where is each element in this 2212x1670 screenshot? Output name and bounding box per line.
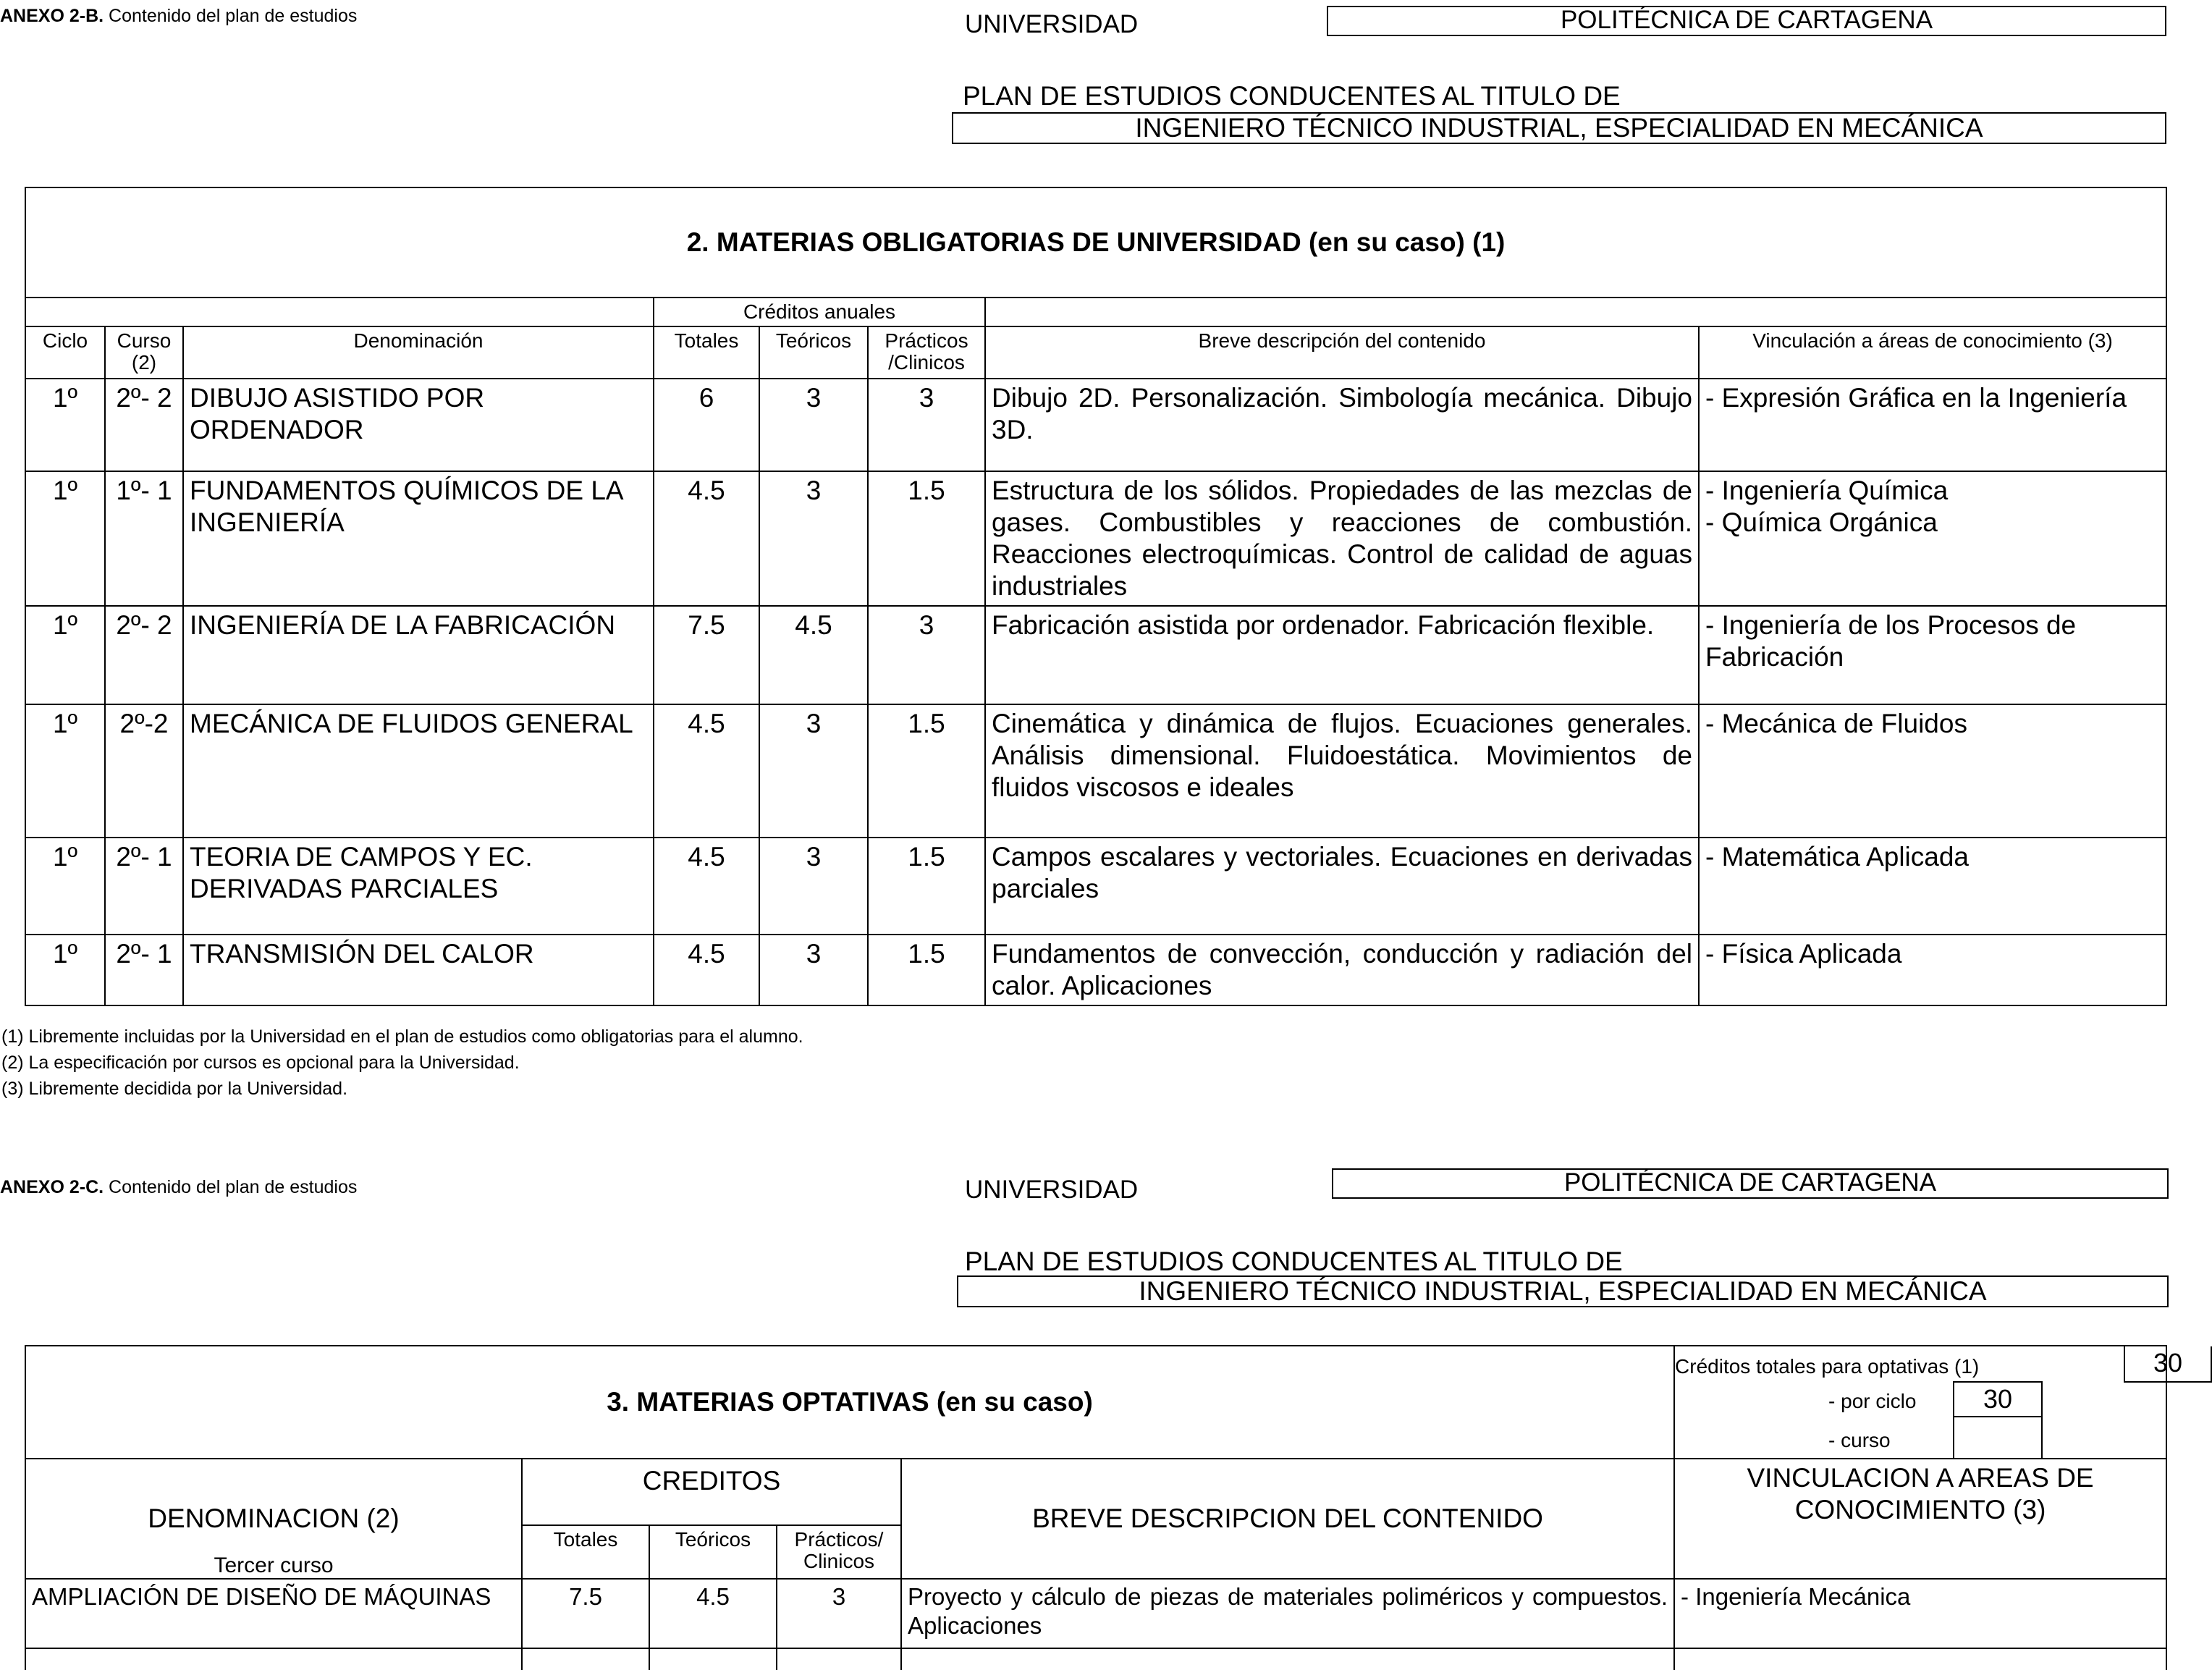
cell-descripcion: Estructura de los sólidos. Propiedades de las mezclas de gases. Combustibles y reacciones de combustión. Reacciones electroquímicas. Control de calidad de aguas industriales [985,471,1699,606]
col-denominacion: Denominación [183,326,654,379]
creditos-totales-label: Créditos totales para optativas (1) [1675,1355,1980,1378]
col-curso: Curso (2) [105,326,183,379]
cell-curso: 2º- 1 [105,935,183,1005]
anexo-heading [0,6,357,27]
cell-practicos: 1.5 [868,704,985,838]
creditos-totales-panel [1674,1346,2183,1459]
plan-label-2: PLAN DE ESTUDIOS CONDUCENTES AL TITULO DE [965,1247,1623,1276]
cell-denominacion: TEORIA DE CAMPOS Y EC. DERIVADAS PARCIALES [183,838,654,935]
col-totales-2: Totales [522,1525,649,1579]
cell-totales: 7.5 [654,606,759,704]
anexo-subtitle: Contenido del plan de estudios [104,6,358,26]
table-title-2: 3. MATERIAS OPTATIVAS (en su caso) [25,1346,1674,1459]
cell-denominacion: AMPLIACIÓN DE DISEÑO DE MÁQUINAS [25,1579,522,1648]
cell-totales: 4.5 [654,704,759,838]
por-ciclo-value: 30 [1953,1381,2043,1417]
cell-curso: 2º-2 [105,704,183,838]
denominacion-label: DENOMINACION (2) [148,1504,400,1533]
cell-totales: 4.5 [654,935,759,1005]
cell-teoricos: 3 [759,935,868,1005]
titulo-box-2: INGENIERO TÉCNICO INDUSTRIAL, ESPECIALIDAD EN MECÁNICA [957,1275,2169,1307]
cell-totales: 7.5 [522,1579,649,1648]
universidad-label: UNIVERSIDAD [965,10,1139,38]
col-teoricos-2: Teóricos [649,1525,777,1579]
table-title: 2. MATERIAS OBLIGATORIAS DE UNIVERSIDAD (en su caso) (1) [25,187,2166,298]
col-descripcion: Breve descripción del contenido [985,326,1699,379]
cell-curso: 2º- 2 [105,379,183,471]
cell-practicos: 1.5 [868,935,985,1005]
cell-ciclo: 1º [25,471,105,606]
tercer-curso-label: Tercer curso [214,1553,334,1577]
cell-curso: 2º- 2 [105,606,183,704]
cell-denominacion: TRANSMISIÓN DEL CALOR [183,935,654,1005]
cell-denominacion: INGENIERÍA DE LA FABRICACIÓN [183,606,654,704]
materias-optativas-table [25,1345,2183,1670]
creditos-header-2: CREDITOS [522,1459,901,1525]
por-ciclo-label: - por ciclo [1828,1390,1917,1412]
cell-vinculacion: - Física Aplicada [1699,935,2166,1005]
anexo-number-2: ANEXO 2-C. [0,1177,104,1197]
cell-descripcion: Proyecto y cálculo de piezas de materiales poliméricos y compuestos. Aplicaciones [901,1579,1674,1648]
cell-ciclo: 1º [25,379,105,471]
cell-denominacion: MECÁNICA DE FLUIDOS GENERAL [183,704,654,838]
cell-denominacion: DIBUJO ASISTIDO POR ORDENADOR [183,379,654,471]
creditos-totales-value: 30 [2124,1346,2212,1383]
cell-teoricos: 3 [759,471,868,606]
anexo-subtitle-2: Contenido del plan de estudios [104,1177,358,1197]
anexo-number: ANEXO 2-B. [0,6,104,26]
col-denominacion-2 [25,1459,522,1579]
cell-totales: 4.5 [654,838,759,935]
col-ciclo: Ciclo [25,326,105,379]
curso-value [1953,1416,2043,1458]
col-vinculacion-2: VINCULACION A AREAS DE CONOCIMIENTO (3) [1674,1459,2166,1579]
universidad-label-2: UNIVERSIDAD [965,1176,1139,1204]
col-descripcion-2: BREVE DESCRIPCION DEL CONTENIDO [901,1459,1674,1579]
plan-label: PLAN DE ESTUDIOS CONDUCENTES AL TITULO DE [963,81,1621,111]
curso-label: - curso [1828,1429,1891,1451]
cell-curso: 1º- 1 [105,471,183,606]
cell-teoricos: 4.5 [759,606,868,704]
footnote-3: (3) Libremente decidida por la Universidad. [1,1079,348,1099]
col-vinculacion: Vinculación a áreas de conocimiento (3) [1699,326,2166,379]
footnotes [1,1024,803,1102]
table-row [25,704,2166,838]
materias-obligatorias-table [25,187,2167,1006]
cell-denominacion: FUNDAMENTOS QUÍMICOS DE LA INGENIERÍA [183,471,654,606]
universidad-name: POLITÉCNICA DE CARTAGENA [1327,6,2166,36]
cell-vinculacion: - Expresión Gráfica en la Ingeniería [1699,379,2166,471]
cell-descripcion: Cinemática y dinámica de flujos. Ecuaciones generales. Análisis dimensional. Fluidoestática. Movimientos de fluidos viscosos e ideales [985,704,1699,838]
titulo-box: INGENIERO TÉCNICO INDUSTRIAL, ESPECIALIDAD EN MECÁNICA [952,112,2166,144]
footnote-1: (1) Libremente incluidas por la Universidad en el plan de estudios como obligatorias para el alumno. [1,1026,803,1047]
cell-ciclo: 1º [25,704,105,838]
cell-practicos: 1.5 [868,471,985,606]
creditos-header: Créditos anuales [654,298,985,326]
col-practicos-2: Prácticos/ Clinicos [777,1525,901,1579]
cell-vinculacion: - Mecánica de Fluidos [1699,704,2166,838]
cell-teoricos: 4.5 [649,1579,777,1648]
col-practicos: Prácticos /Clinicos [868,326,985,379]
col-totales: Totales [654,326,759,379]
cell-vinculacion: - Ingeniería de los Procesos de Fabricación [1699,606,2166,704]
cell-practicos: 3 [777,1579,901,1648]
table-row [25,935,2166,1005]
table-row [25,471,2166,606]
table-row [25,379,2166,471]
cell-descripcion: Fabricación asistida por ordenador. Fabricación flexible. [985,606,1699,704]
cell-teoricos: 3 [759,704,868,838]
cell-ciclo: 1º [25,935,105,1005]
cell-curso: 2º- 1 [105,838,183,935]
anexo-heading-2 [0,1177,357,1198]
cell-vinculacion: - Matemática Aplicada [1699,838,2166,935]
cell-descripcion: Campos escalares y vectoriales. Ecuaciones en derivadas parciales [985,838,1699,935]
cell-teoricos: 3 [759,379,868,471]
cell-vinculacion: - Ingeniería Química - Química Orgánica [1699,471,2166,606]
cell-practicos: 3 [868,379,985,471]
cell-totales: 4.5 [654,471,759,606]
col-teoricos: Teóricos [759,326,868,379]
table-row [25,606,2166,704]
table-row [25,838,2166,935]
cell-practicos: 3 [868,606,985,704]
universidad-name-2: POLITÉCNICA DE CARTAGENA [1332,1168,2169,1199]
cell-descripcion: Dibujo 2D. Personalización. Simbología mecánica. Dibujo 3D. [985,379,1699,471]
cell-ciclo: 1º [25,606,105,704]
footnote-2: (2) La especificación por cursos es opcional para la Universidad. [1,1053,520,1073]
cell-descripcion: Fundamentos de convección, conducción y radiación del calor. Aplicaciones [985,935,1699,1005]
cell-totales: 6 [654,379,759,471]
cell-practicos: 1.5 [868,838,985,935]
cell-teoricos: 3 [759,838,868,935]
table-row [25,1579,2166,1648]
cell-ciclo: 1º [25,838,105,935]
cell-vinculacion: - Ingeniería Mecánica [1674,1579,2166,1648]
